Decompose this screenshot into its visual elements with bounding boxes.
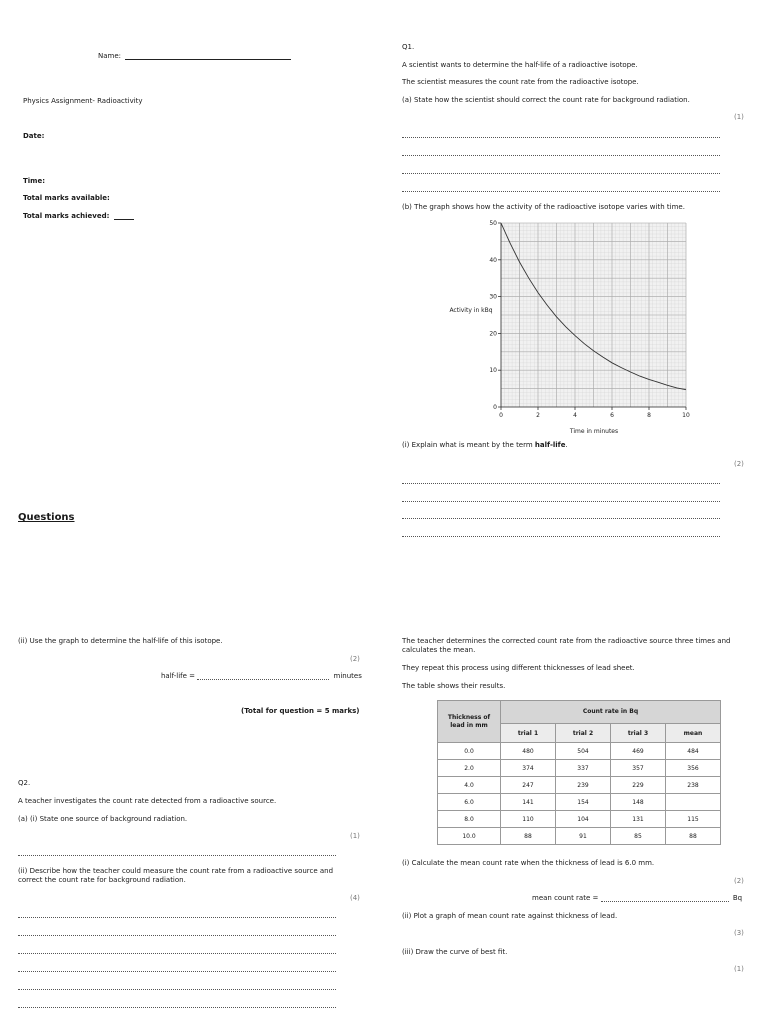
table-row (438, 777, 721, 794)
table-row (438, 743, 721, 760)
results-table (437, 700, 721, 845)
teacher-text-2: They repeat this process using different thicknesses of lead sheet. (402, 664, 635, 672)
table-row (438, 828, 721, 845)
y-tick-label: 0 (493, 404, 497, 411)
table-cell: 88 (501, 828, 556, 845)
total-achieved-underline (114, 219, 134, 220)
decay-chart (449, 216, 705, 438)
table-cell: 337 (556, 760, 611, 777)
trial-1-header: trial 1 (501, 724, 556, 743)
half-life-term: half-life (534, 441, 566, 449)
table-cell: 374 (501, 760, 556, 777)
table-cell: 239 (556, 777, 611, 794)
x-tick-label: 6 (610, 412, 614, 419)
answer-line (18, 935, 336, 936)
half-life-label: half-life = (161, 672, 198, 680)
trial-3-header: trial 3 (611, 724, 666, 743)
table-cell: 104 (556, 811, 611, 828)
table-cell: 469 (611, 743, 666, 760)
table-cell: 85 (611, 828, 666, 845)
q2-intro: A teacher investigates the count rate detected from a radioactive source. (18, 797, 277, 805)
y-tick-label: 20 (489, 330, 497, 338)
table-cell: 8.0 (438, 811, 501, 828)
table-cell: 484 (666, 743, 721, 760)
mean-count-answer-line (601, 901, 729, 902)
thickness-header: Thickness of lead in mm (438, 701, 501, 743)
half-life-answer (161, 672, 362, 680)
count-rate-header: Count rate in Bq (501, 701, 721, 724)
q2-part-i-marks: (2) (734, 877, 744, 885)
q2-part-a-ii: (ii) Describe how the teacher could measure the count rate from a radioactive source and correct the count rate for background radiation. (18, 867, 334, 884)
mean-count-answer (532, 894, 742, 902)
x-tick-label: 0 (499, 412, 503, 419)
table-cell: 0.0 (438, 743, 501, 760)
answer-line (18, 971, 336, 972)
assignment-title: Physics Assignment- Radioactivity (23, 97, 143, 105)
table-cell: 480 (501, 743, 556, 760)
name-label: Name: (98, 52, 122, 60)
chart-ylabel: Activity in kBq (449, 307, 493, 314)
q2-number: Q2. (18, 779, 31, 787)
q2-part-ii-marks: (3) (734, 929, 744, 937)
date-label: Date: (23, 132, 45, 140)
answer-line (402, 173, 720, 174)
answer-line (18, 1007, 336, 1008)
q1-part-b-ii-marks: (2) (350, 655, 360, 663)
table-cell: 115 (666, 811, 721, 828)
q1-total: (Total for question = 5 marks) (241, 707, 360, 715)
q1-part-a-marks: (1) (734, 113, 744, 121)
table-cell: 229 (611, 777, 666, 794)
y-tick-label: 30 (489, 293, 497, 301)
half-life-unit: minutes (333, 672, 362, 680)
x-tick-label: 10 (682, 412, 690, 419)
answer-line (402, 536, 720, 537)
x-tick-label: 8 (647, 412, 651, 419)
table-cell-blank[interactable] (666, 794, 721, 811)
mean-count-unit: Bq (732, 894, 743, 902)
y-tick-label: 40 (489, 256, 497, 264)
table-cell: 356 (666, 760, 721, 777)
mean-header: mean (666, 724, 721, 743)
answer-line (402, 191, 720, 192)
table-cell: 6.0 (438, 794, 501, 811)
mean-count-label: mean count rate = (532, 894, 601, 902)
table-cell: 4.0 (438, 777, 501, 794)
answer-line (18, 953, 336, 954)
table-cell: 238 (666, 777, 721, 794)
table-cell: 131 (611, 811, 666, 828)
table-row (438, 811, 721, 828)
table-cell: 10.0 (438, 828, 501, 845)
table-cell: 110 (501, 811, 556, 828)
q2-part-a-ii-marks: (4) (350, 894, 360, 902)
q2-part-ii: (ii) Plot a graph of mean count rate against thickness of lead. (402, 912, 618, 920)
q1-part-b-i-suffix: . (565, 441, 568, 449)
q1-number: Q1. (402, 43, 415, 51)
questions-heading: Questions (18, 512, 75, 523)
table-cell: 88 (666, 828, 721, 845)
q1-part-b: (b) The graph shows how the activity of the radioactive isotope varies with time. (402, 203, 685, 211)
q2-part-a-i: (a) (i) State one source of background radiation. (18, 815, 188, 823)
table-cell: 154 (556, 794, 611, 811)
q1-part-b-i (402, 441, 568, 449)
table-cell: 141 (501, 794, 556, 811)
time-label: Time: (23, 177, 46, 185)
answer-line (402, 501, 720, 502)
table-cell: 148 (611, 794, 666, 811)
q2-part-a-i-marks: (1) (350, 832, 360, 840)
y-tick-label: 50 (489, 220, 497, 227)
q1-part-b-i-prefix: (i) Explain what is meant by the term (402, 441, 535, 449)
q2-part-i: (i) Calculate the mean count rate when the thickness of lead is 6.0 mm. (402, 859, 655, 867)
answer-line (18, 917, 336, 918)
answer-line (18, 989, 336, 990)
q1-part-b-ii: (ii) Use the graph to determine the half-life of this isotope. (18, 637, 223, 645)
table-cell: 2.0 (438, 760, 501, 777)
x-tick-label: 4 (573, 412, 577, 419)
answer-line (402, 137, 720, 138)
half-life-answer-line (197, 679, 329, 680)
table-cell: 357 (611, 760, 666, 777)
teacher-text-1: The teacher determines the corrected count rate from the radioactive source three times and calculates the mean. (402, 637, 731, 654)
q1-part-b-i-marks: (2) (734, 460, 744, 468)
trial-2-header: trial 2 (556, 724, 611, 743)
name-underline (125, 59, 291, 60)
x-tick-label: 2 (536, 412, 540, 419)
table-row (438, 760, 721, 777)
table-cell: 91 (556, 828, 611, 845)
table-row (438, 794, 721, 811)
table-cell: 504 (556, 743, 611, 760)
table-cell: 247 (501, 777, 556, 794)
chart-xlabel: Time in minutes (569, 428, 619, 435)
answer-line (18, 855, 336, 856)
answer-line (402, 483, 720, 484)
total-available-label: Total marks available: (23, 194, 110, 202)
teacher-text-3: The table shows their results. (402, 682, 506, 690)
answer-line (402, 155, 720, 156)
answer-line (402, 518, 720, 519)
q1-intro-1: A scientist wants to determine the half-life of a radioactive isotope. (402, 61, 638, 69)
q1-intro-2: The scientist measures the count rate from the radioactive isotope. (402, 78, 639, 86)
q2-part-iii-marks: (1) (734, 965, 744, 973)
y-tick-label: 10 (489, 367, 497, 375)
q1-part-a: (a) State how the scientist should correct the count rate for background radiation. (402, 96, 690, 104)
q2-part-iii: (iii) Draw the curve of best fit. (402, 948, 508, 956)
total-achieved-field (23, 212, 134, 220)
total-achieved-label: Total marks achieved: (23, 212, 110, 220)
name-field (98, 52, 291, 60)
